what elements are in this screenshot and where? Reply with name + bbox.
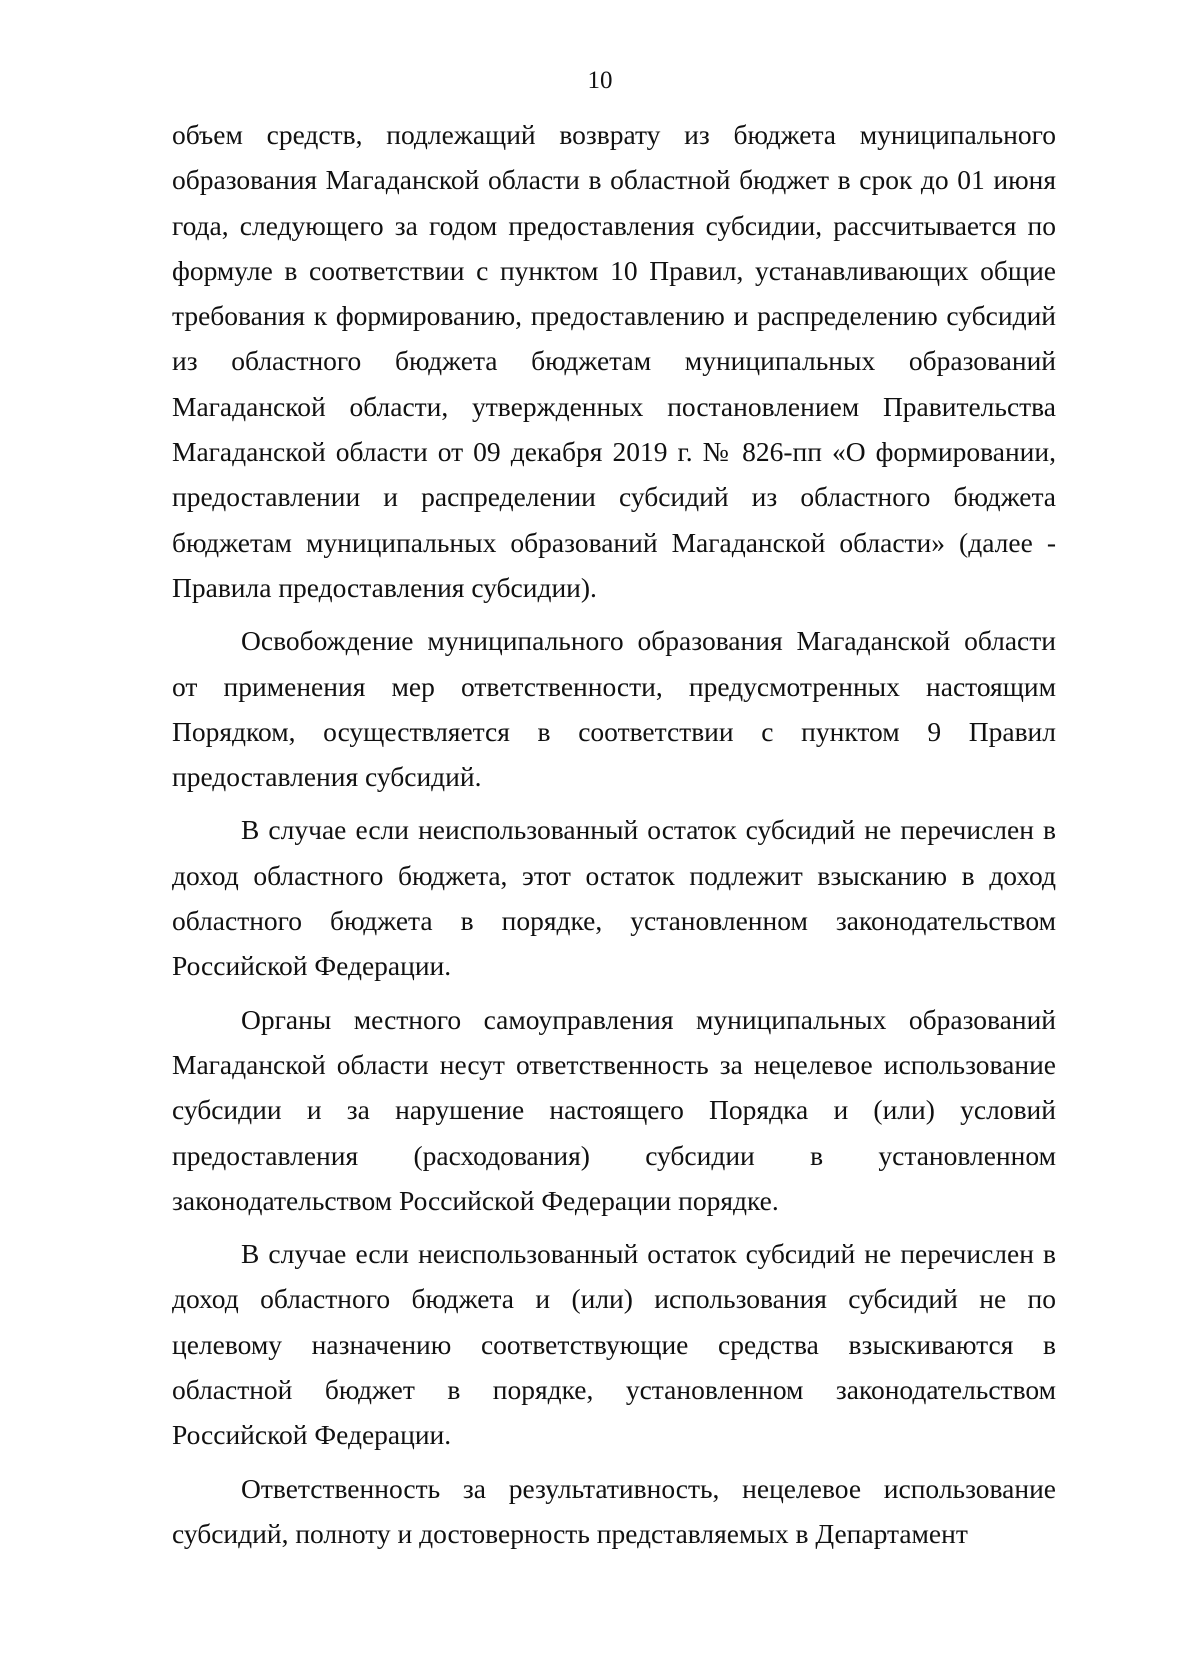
paragraph-continuation: объем средств, подлежащий возврату из бюджета муниципального образования Магаданской области в областной бюджет в срок до 01 июня года, следующего за годом предоставления субсидии, рассчитывается по формуле в соответствии с пунктом 10 Правил, устанавливающих общие требования к формированию, предоставлению и распределению субсидий из областного бюджета бюджетам муниципальных образований Магаданской области, утвержденных постановлением Правительства Магаданской области от 09 декабря 2019 г. № 826-пп «О формировании, предоставлении и распределении субсидий из областного бюджета бюджетам муниципальных образований Магаданской области» (далее - Правила предоставления субсидии). (172, 119, 1056, 603)
paragraph-misuse-recovery: В случае если неиспользованный остаток субсидий не перечислен в доход областного бюджета и (или) использования субсидий не по целевому назначению соответствующие средства взыскиваются в областной бюджет в порядке, установленном законодательством Российской Федерации. (172, 1238, 1056, 1451)
paragraph-responsibility-results: Ответственность за результативность, нецелевое использование субсидий, полноту и достоверность представляемых в Департамент (172, 1472, 1056, 1549)
document-body (172, 112, 1056, 1556)
paragraph-exemption: Освобождение муниципального образования Магаданской области от применения мер ответственности, предусмотренных настоящим Порядком, осуществляется в соответствии с пунктом 9 Правил предоставления субсидий. (172, 625, 1056, 793)
paragraph-unused-balance-recovery: В случае если неиспользованный остаток субсидий не перечислен в доход областного бюджета, этот остаток подлежит взысканию в доход областного бюджета в порядке, установленном законодательством Российской Федерации. (172, 814, 1056, 982)
paragraph-local-authority-responsibility: Органы местного самоуправления муниципальных образований Магаданской области несут ответственность за нецелевое использование субсидии и за нарушение настоящего Порядка и (или) условий предоставления (расходования) субсидии в установленном законодательством Российской Федерации порядке. (172, 1003, 1056, 1216)
page-number: 10 (587, 67, 613, 94)
